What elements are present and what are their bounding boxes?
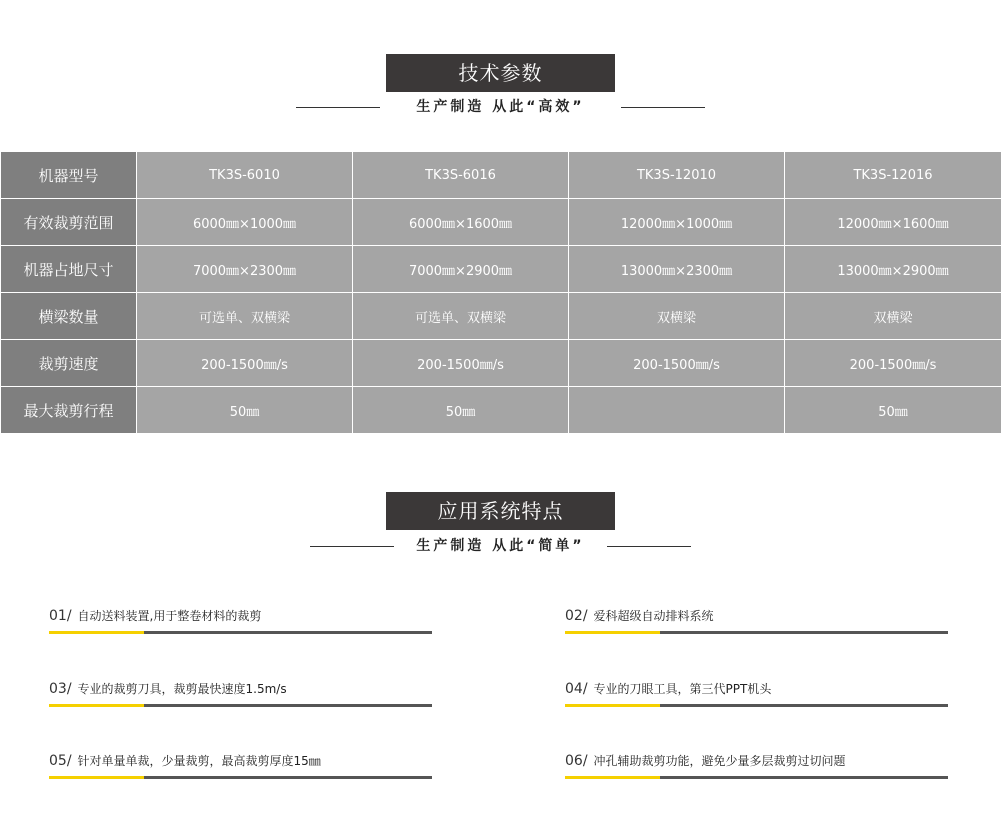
feature-text: 自动送料装置,用于整卷材料的裁剪 (77, 609, 262, 623)
feature-accent-bar (49, 776, 144, 779)
feature-accent-bar (565, 776, 660, 779)
table-cell: 可选单、双横梁 (137, 293, 353, 340)
table-row (1, 199, 1001, 246)
feature-number: 05/ (49, 753, 72, 769)
table-cell (569, 387, 785, 434)
feature-number: 04/ (565, 681, 588, 697)
table-row (1, 340, 1001, 387)
table-cell: 200-1500㎜/s (353, 340, 569, 387)
table-row (1, 293, 1001, 340)
feature-number: 06/ (565, 753, 588, 769)
table-cell: 双横梁 (569, 293, 785, 340)
feature-accent-bar (49, 631, 144, 634)
table-cell: 50㎜ (785, 387, 1001, 434)
feature-text: 针对单量单裁，少量裁剪，最高裁剪厚度15㎜ (77, 754, 321, 768)
row-header-cell: 有效裁剪范围 (1, 199, 137, 246)
feature-accent-bar (565, 631, 660, 634)
section-title-features: 应用系统特点 (386, 492, 615, 530)
table-cell: 200-1500㎜/s (785, 340, 1001, 387)
table-cell: 200-1500㎜/s (137, 340, 353, 387)
table-row (1, 387, 1001, 434)
row-header-cell: 最大裁剪行程 (1, 387, 137, 434)
section-subtitle-features (0, 537, 1001, 555)
table-cell: 12000㎜×1000㎜ (569, 199, 785, 246)
row-header-cell: 横梁数量 (1, 293, 137, 340)
row-header-cell: 机器型号 (1, 152, 137, 199)
table-row (1, 246, 1001, 293)
feature-item (49, 680, 432, 712)
table-cell: TK3S-6010 (137, 152, 353, 199)
section-title-specs: 技术参数 (386, 54, 615, 92)
table-cell: TK3S-6016 (353, 152, 569, 199)
feature-number: 03/ (49, 681, 72, 697)
table-cell: 50㎜ (137, 387, 353, 434)
table-cell: 7000㎜×2900㎜ (353, 246, 569, 293)
feature-text: 专业的裁剪刀具，裁剪最快速度1.5m/s (77, 682, 287, 696)
table-cell: 200-1500㎜/s (569, 340, 785, 387)
feature-text: 冲孔辅助裁剪功能，避免少量多层裁剪过切问题 (593, 754, 846, 768)
section-subtitle-specs (0, 98, 1001, 116)
spec-table (0, 151, 1001, 434)
feature-item (565, 680, 948, 712)
table-cell: 6000㎜×1600㎜ (353, 199, 569, 246)
feature-item (565, 752, 948, 784)
feature-text: 专业的刀眼工具，第三代PPT机头 (593, 682, 772, 696)
subtitle-divider-right (607, 546, 691, 547)
table-cell: 可选单、双横梁 (353, 293, 569, 340)
table-row (1, 152, 1001, 199)
table-cell: 6000㎜×1000㎜ (137, 199, 353, 246)
feature-item (49, 752, 432, 784)
table-cell: 13000㎜×2300㎜ (569, 246, 785, 293)
row-header-cell: 裁剪速度 (1, 340, 137, 387)
subtitle-text: 生产制造 从此“简单” (416, 538, 585, 554)
table-cell: TK3S-12016 (785, 152, 1001, 199)
feature-item (565, 607, 948, 639)
row-header-cell: 机器占地尺寸 (1, 246, 137, 293)
table-cell: 13000㎜×2900㎜ (785, 246, 1001, 293)
feature-accent-bar (565, 704, 660, 707)
feature-item (49, 607, 432, 639)
table-cell: 7000㎜×2300㎜ (137, 246, 353, 293)
feature-text: 爱科超级自动排料系统 (593, 609, 714, 623)
subtitle-text: 生产制造 从此“高效” (416, 99, 585, 115)
table-cell: 双横梁 (785, 293, 1001, 340)
table-cell: 12000㎜×1600㎜ (785, 199, 1001, 246)
feature-accent-bar (49, 704, 144, 707)
table-cell: 50㎜ (353, 387, 569, 434)
feature-number: 01/ (49, 608, 72, 624)
subtitle-divider-right (621, 107, 705, 108)
table-cell: TK3S-12010 (569, 152, 785, 199)
feature-number: 02/ (565, 608, 588, 624)
